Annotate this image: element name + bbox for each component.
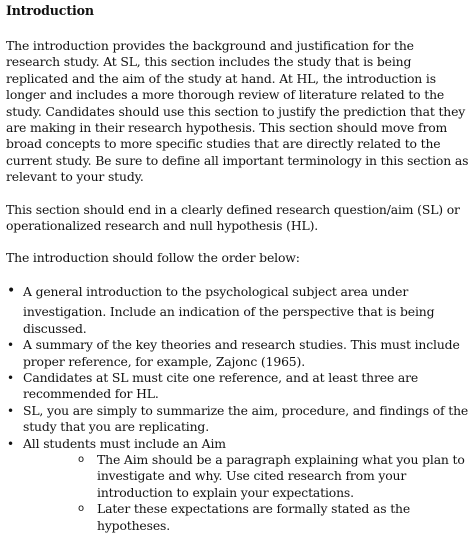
end-section-paragraph: This section should end in a clearly defined research question/aim (SL) or operationalized research and null hypothesis (HL). bbox=[6, 201, 460, 234]
bullet-icon: • bbox=[7, 436, 14, 451]
sublist-item-text: Later these expectations are formally stated as the hypotheses. bbox=[97, 501, 411, 533]
bullet-icon: • bbox=[7, 338, 14, 353]
circle-bullet-icon: o bbox=[78, 503, 84, 515]
list-item-text: Candidates at SL must cite one reference, and at least three are recommended for HL. bbox=[23, 369, 419, 402]
list-item-text: SL, you are simply to summarize the aim, procedure, and findings of the study that you are replicating. bbox=[23, 402, 469, 435]
sublist-item-text: The Aim should be a paragraph explaining what you plan to investigate and why. Use cited research from your introduction to explain your expectations. bbox=[97, 451, 465, 500]
list-item bbox=[6, 284, 470, 337]
order-paragraph: The introduction should follow the order below: bbox=[6, 250, 300, 266]
bullet-icon: • bbox=[7, 282, 16, 299]
document-page bbox=[6, 0, 470, 534]
aim-sublist bbox=[23, 452, 470, 534]
list-item-text: investigation. Include an indication of the perspective that is being discussed. bbox=[23, 304, 435, 336]
list-item bbox=[6, 403, 470, 436]
sublist-item bbox=[23, 501, 470, 534]
list-item-text: All students must include an Aim bbox=[23, 435, 226, 451]
bullet-icon: • bbox=[7, 370, 14, 385]
list-item-text: A summary of the key theories and research studies. This must include proper reference, for example, Zajonc (1965). bbox=[23, 337, 460, 369]
bullet-icon: • bbox=[7, 403, 14, 418]
list-item bbox=[6, 436, 470, 534]
intro-paragraph: The introduction provides the background and justification for the research study. At SL, this section includes the study that is being replicated and the aim of the study at hand. At HL, the introduction is longer and includes a more thorough review of literature related to the study. Candidates should use this section to justify the prediction that they are making in their research hypothesis. This section should move from broad concepts to more specific studies that are directly related to the current study. Be sure to define all important terminology in this section as relevant to your study. bbox=[6, 38, 469, 185]
list-item-text: A general introduction to the psychological subject area under bbox=[23, 283, 409, 299]
circle-bullet-icon: o bbox=[78, 453, 84, 465]
section-heading: Introduction bbox=[6, 3, 94, 18]
list-item bbox=[6, 370, 470, 403]
requirements-list bbox=[6, 284, 470, 534]
sublist-item bbox=[23, 452, 470, 501]
list-item bbox=[6, 337, 470, 370]
